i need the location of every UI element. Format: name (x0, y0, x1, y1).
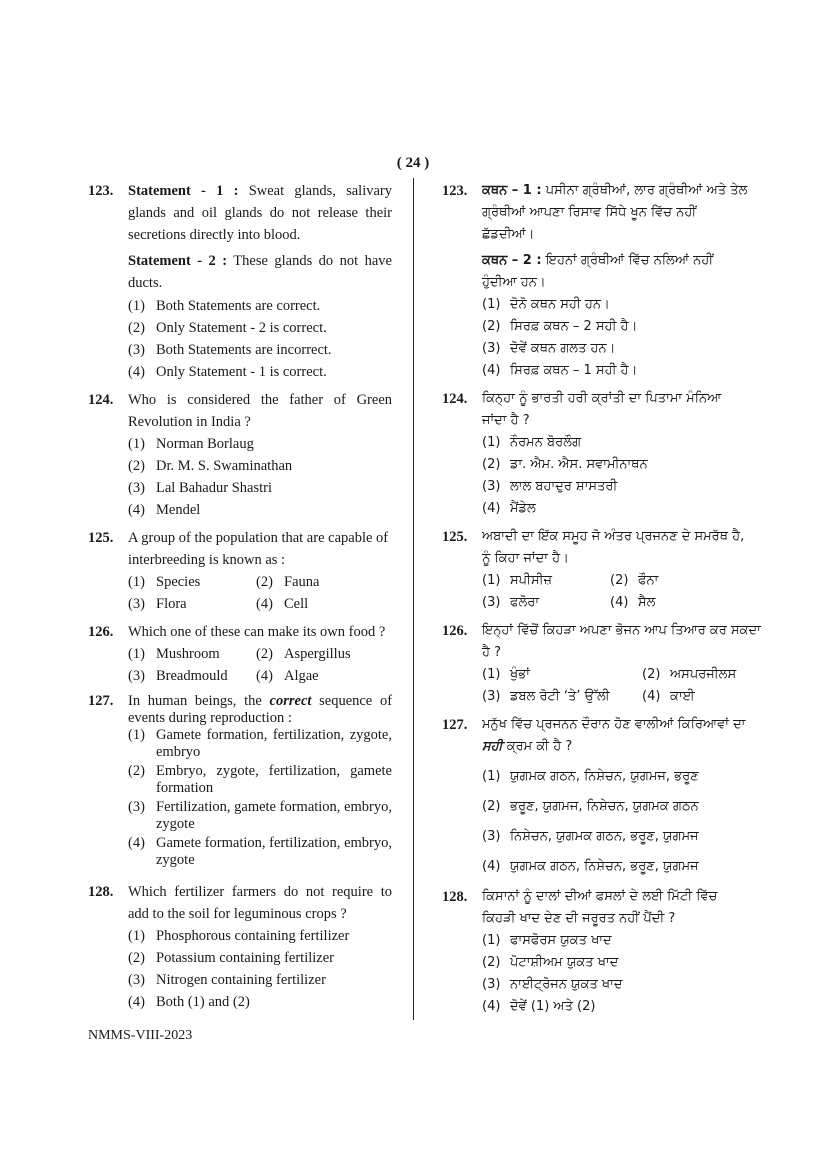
question-125-en (88, 527, 392, 615)
statement-1: ਕਥਨ – 1 : ਪਸੀਨਾ ਗ੍ਰੰਥੀਆਂ, ਲਾਰ ਗ੍ਰੰਥੀਆਂ ਅਤੇ ਤੇਲ ਗ੍ਰੰਥੀਆਂ ਆਪਣਾ ਰਿਸਾਵ ਸਿੱਧੇ ਖੂਨ ਵਿੱਚ ਨਹੀਂ ਛੱਡਦੀਆਂ। (482, 183, 748, 242)
option-1: (1) ਫਾਸਫੋਰਸ ਯੁਕਤ ਖਾਦ (482, 933, 612, 948)
question-128-en (88, 881, 392, 1013)
question-127-en (88, 693, 392, 871)
question-124-pa (442, 388, 748, 520)
question-number: 123. (442, 183, 468, 199)
question-number: 124. (88, 392, 114, 408)
option-4: (4) ਯੁਗਮਕ ਗਠਨ, ਨਿਸ਼ੇਚਨ, ਭਰੂਣ, ਯੁਗਮਜ (482, 859, 699, 874)
option-3: (3) ਨਾਈਟ੍ਰੋਜਨ ਯੁਕਤ ਖਾਦ (482, 977, 623, 992)
option-2: (2) Fauna (256, 574, 320, 590)
statement-2: Statement - 2 : These glands do not have ducts. (128, 253, 392, 291)
question-text: Who is considered the father of Green Revolution in India ? (128, 392, 392, 430)
option-3: (3) ਫਲੋਰਾ (482, 595, 540, 610)
footer-code: NMMS-VIII-2023 (88, 1028, 193, 1043)
option-1: (1) ਯੁਗਮਕ ਗਠਨ, ਨਿਸ਼ੇਚਨ, ਯੁਗਮਜ, ਭਰੂਣ (482, 769, 699, 784)
page-number: ( 24 ) (396, 155, 430, 171)
english-column (88, 180, 392, 1019)
option-3: (3) Fertilization, gamete formation, embryo, zygote (128, 799, 392, 832)
option-1: (1) ਸਪੀਸੀਜ਼ (482, 573, 553, 588)
question-number: 127. (88, 693, 114, 709)
option-3: (3) ਦੋਵੇਂ ਕਥਨ ਗਲਤ ਹਨ। (482, 341, 616, 356)
option-4: (4) ਸੈਲ (610, 595, 656, 610)
option-2: (2) ਅਸਪਰਜੀਲਸ (642, 667, 737, 682)
option-3: (3) Both Statements are incorrect. (128, 342, 332, 358)
option-4: (4) ਕਾਈ (642, 689, 695, 704)
question-text: Which one of these can make its own food ? (128, 624, 386, 640)
punjabi-column (442, 180, 761, 1024)
option-4: (4) Gamete formation, fertilization, embryo, zygote (128, 835, 392, 868)
option-3: (3) ਡਬਲ ਰੋਟੀ ‘ਤੇ’ ਉੱਲੀ (482, 689, 610, 704)
option-1: (1) Norman Borlaug (128, 436, 254, 452)
question-number: 125. (442, 529, 468, 545)
option-3: (3) Lal Bahadur Shastri (128, 480, 272, 496)
question-text: ਅਬਾਦੀ ਦਾ ਇੱਕ ਸਮੂਹ ਜੋ ਅੰਤਰ ਪ੍ਰਜਨਣ ਦੇ ਸਮਰੱਥ ਹੈ, ਨੂੰ ਕਿਹਾ ਜਾਂਦਾ ਹੈ। (482, 529, 745, 566)
option-4: (4) Cell (256, 596, 309, 612)
option-2: (2) ਭਰੂਣ, ਯੁਗਮਜ, ਨਿਸ਼ੇਚਨ, ਯੁਗਮਕ ਗਠਨ (482, 799, 699, 814)
column-divider (413, 178, 414, 1020)
option-3: (3) Breadmould (128, 668, 228, 684)
option-4: (4) ਸਿਰਫ਼ ਕਥਨ – 1 ਸਹੀ ਹੈ। (482, 363, 638, 378)
option-3: (3) Nitrogen containing fertilizer (128, 972, 326, 988)
option-1: (1) Gamete formation, fertilization, zygote, embryo (128, 727, 392, 760)
option-2: (2) Only Statement - 2 is correct. (128, 320, 327, 336)
question-126-en (88, 621, 392, 687)
question-125-pa (442, 526, 748, 614)
option-1: (1) Both Statements are correct. (128, 298, 321, 314)
question-number: 128. (442, 889, 468, 905)
question-text: ਮਨੁੱਖ ਵਿੱਚ ਪ੍ਰਜਨਨ ਦੌਰਾਨ ਹੋਣ ਵਾਲੀਆਂ ਕਿਰਿਆਵਾਂ ਦਾ ਸਹੀ ਕ੍ਰਮ ਕੀ ਹੈ ? (482, 717, 746, 754)
question-128-pa (442, 886, 748, 1018)
question-number: 125. (88, 530, 114, 546)
option-2: (2) Dr. M. S. Swaminathan (128, 458, 293, 474)
option-2: (2) ਫੌਨਾ (610, 573, 659, 588)
option-4: (4) Both (1) and (2) (128, 994, 250, 1010)
option-3: (3) Flora (128, 596, 187, 612)
option-1: (1) Phosphorous containing fertilizer (128, 928, 350, 944)
question-text: ਇਨ੍ਹਾਂ ਵਿੱਚੋਂ ਕਿਹੜਾ ਅਪਣਾ ਭੋਜਨ ਆਪ ਤਿਆਰ ਕਰ ਸਕਦਾ ਹੈ ? (482, 623, 761, 660)
question-number: 126. (442, 623, 468, 639)
option-2: (2) ਪੋਟਾਸ਼ੀਅਮ ਯੁਕਤ ਖਾਦ (482, 955, 619, 970)
option-1: (1) ਨੌਰਮਨ ਬੋਰਲੌਗ (482, 435, 582, 450)
option-2: (2) Potassium containing fertilizer (128, 950, 334, 966)
option-2: (2) Embryo, zygote, fertilization, gamete formation (128, 763, 392, 796)
question-number: 126. (88, 624, 114, 640)
option-3: (3) ਨਿਸ਼ੇਚਨ, ਯੁਗਮਕ ਗਠਨ, ਭਰੂਣ, ਯੁਗਮਜ (482, 829, 699, 844)
question-number: 124. (442, 391, 468, 407)
question-text: In human beings, the correct sequence of events during reproduction : (128, 693, 393, 726)
option-1: (1) ਦੋਨੋ ਕਥਨ ਸਹੀ ਹਨ। (482, 297, 610, 312)
option-4: (4) Only Statement - 1 is correct. (128, 364, 327, 380)
option-1: (1) Mushroom (128, 646, 220, 662)
option-2: (2) ਡਾ. ਐਮ. ਐਸ. ਸਵਾਮੀਨਾਥਨ (482, 457, 648, 472)
question-text: ਕਿਸਾਨਾਂ ਨੂੰ ਦਾਲਾਂ ਦੀਆਂ ਫਸਲਾਂ ਦੇ ਲਈ ਮਿੱਟੀ ਵਿੱਚ ਕਿਹੜੀ ਖਾਦ ਦੇਣ ਦੀ ਜਰੂਰਤ ਨਹੀਂ ਪੈਂਦੀ ? (482, 889, 718, 926)
option-1: (1) Species (128, 574, 201, 590)
statement-1: Statement - 1 : Sweat glands, salivary glands and oil glands do not release their secretions directly into blood. (128, 183, 393, 243)
option-4: (4) Algae (256, 668, 319, 684)
option-2: (2) ਸਿਰਫ਼ ਕਥਨ – 2 ਸਹੀ ਹੈ। (482, 319, 638, 334)
question-number: 123. (88, 183, 114, 199)
question-126-pa (442, 620, 761, 708)
statement-2: ਕਥਨ – 2 : ਇਹਨਾਂ ਗ੍ਰੰਥੀਆਂ ਵਿੱਚ ਨਲਿਆਂ ਨਹੀਂ ਹੁੰਦੀਆ ਹਨ। (482, 253, 714, 290)
question-text: Which fertilizer farmers do not require to add to the soil for leguminous crops ? (128, 884, 392, 922)
question-text: ਕਿਨ੍ਹਾ ਨੂੰ ਭਾਰਤੀ ਹਰੀ ਕ੍ਰਾਂਤੀ ਦਾ ਪਿਤਾਮਾ ਮੰਨਿਆ ਜਾਂਦਾ ਹੈ ? (482, 391, 722, 428)
question-number: 128. (88, 884, 114, 900)
question-number: 127. (442, 717, 468, 733)
question-123-en (88, 180, 392, 383)
question-124-en (88, 389, 392, 521)
option-2: (2) Aspergillus (256, 646, 351, 662)
option-1: (1) ਖੁੰਭਾਂ (482, 667, 530, 682)
option-3: (3) ਲਾਲ ਬਹਾਦੁਰ ਸ਼ਾਸਤਰੀ (482, 479, 618, 494)
question-text: A group of the population that are capable of interbreeding is known as : (128, 530, 389, 568)
question-123-pa (442, 180, 748, 382)
question-127-pa (442, 714, 748, 878)
option-4: (4) ਦੋਵੇਂ (1) ਅਤੇ (2) (482, 999, 596, 1014)
option-4: (4) ਮੈਂਡੇਲ (482, 501, 536, 516)
option-4: (4) Mendel (128, 502, 201, 518)
